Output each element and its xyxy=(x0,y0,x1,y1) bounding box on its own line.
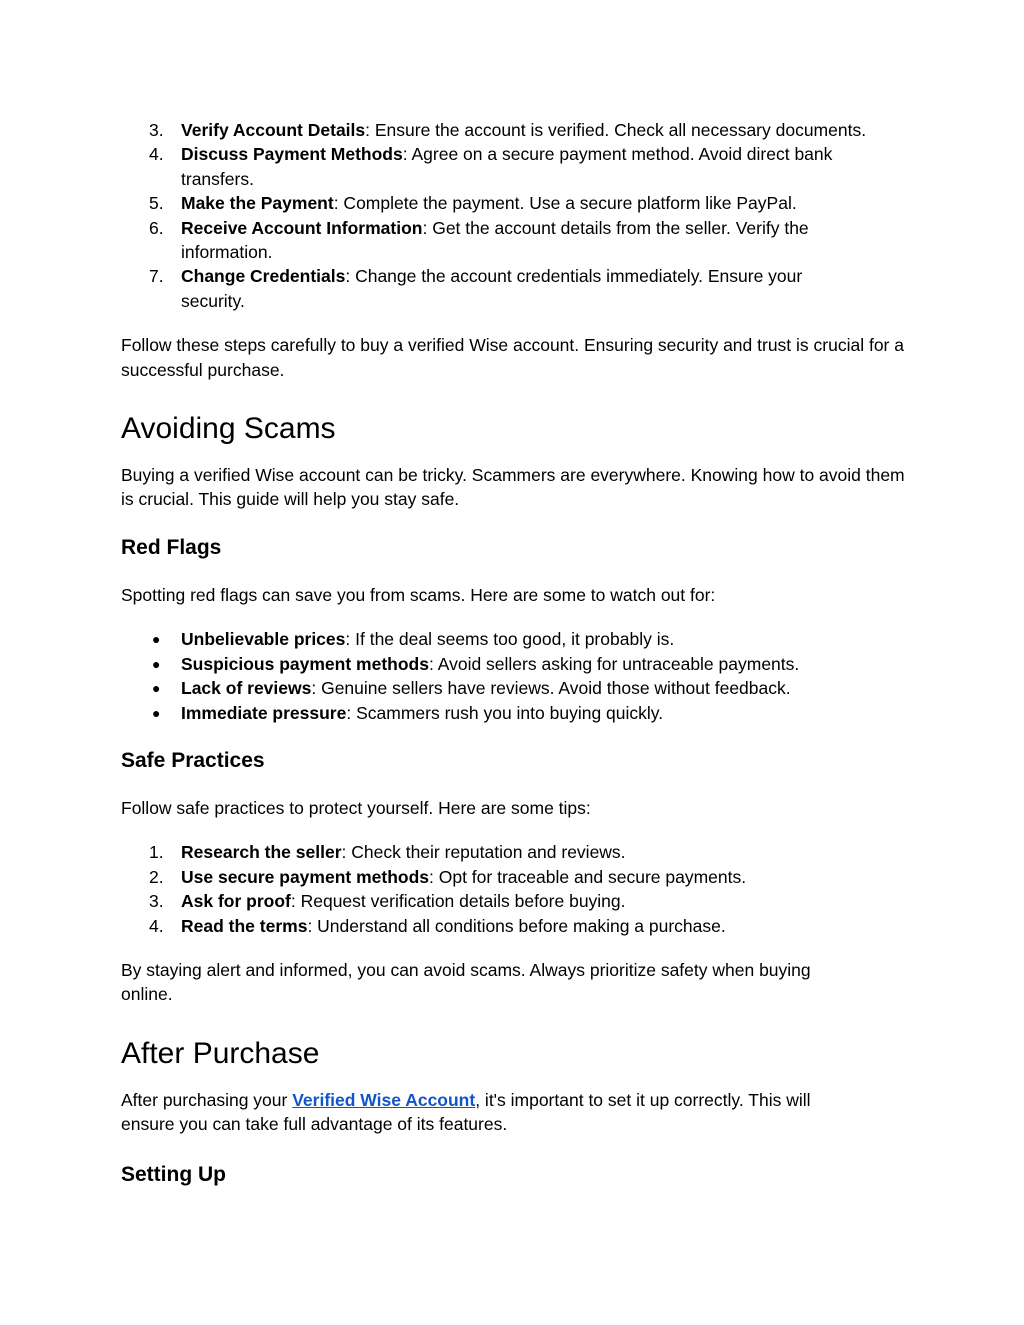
list-text: : Scammers rush you into buying quickly. xyxy=(346,702,664,723)
avoiding-scams-intro: Buying a verified Wise account can be tricky. Scammers are everywhere. Knowing how to avoid them is crucial. This guide will help you stay safe. xyxy=(121,465,905,510)
list-text: : Check their reputation and reviews. xyxy=(341,842,626,863)
list-number: 1. xyxy=(149,842,164,863)
list-term: Read the terms xyxy=(181,915,308,936)
list-item xyxy=(121,889,911,913)
steps-list xyxy=(121,118,911,313)
list-text: : Avoid sellers asking for untraceable payments. xyxy=(428,653,800,674)
bullet-icon: ● xyxy=(152,680,161,697)
bullet-icon: ● xyxy=(152,655,161,672)
list-item xyxy=(121,914,911,938)
bullet-icon: ● xyxy=(152,631,161,648)
heading-setting-up: Setting Up xyxy=(121,1162,226,1186)
list-item xyxy=(121,142,911,191)
list-term: Use secure payment methods xyxy=(181,866,430,887)
safe-practices-conclusion: By staying alert and informed, you can avoid scams. Always prioritize safety when buying online. xyxy=(121,959,811,1005)
list-term: Make the Payment xyxy=(181,193,334,214)
list-number: 7. xyxy=(149,266,164,287)
list-term: Unbelievable prices xyxy=(181,629,346,650)
list-item xyxy=(121,264,911,313)
list-number: 2. xyxy=(149,866,164,887)
list-text: : Complete the payment. Use a secure platform like PayPal. xyxy=(333,193,797,214)
heading-avoiding-scams: Avoiding Scams xyxy=(121,412,336,446)
list-item xyxy=(121,840,911,864)
list-term: Lack of reviews xyxy=(181,678,312,699)
steps-conclusion: Follow these steps carefully to buy a verified Wise account. Ensuring security and trust is crucial for a successful purchase. xyxy=(121,335,904,380)
list-text: : Ensure the account is verified. Check all necessary documents. xyxy=(365,120,867,140)
list-term: Discuss Payment Methods xyxy=(181,144,403,165)
list-number: 5. xyxy=(149,193,164,214)
list-term: Verify Account Details xyxy=(181,120,366,140)
bullet-icon: ● xyxy=(152,704,161,721)
list-number: 4. xyxy=(149,915,164,936)
heading-after-purchase: After Purchase xyxy=(121,1036,320,1070)
heading-red-flags: Red Flags xyxy=(121,535,222,559)
list-item xyxy=(121,701,911,725)
list-item xyxy=(121,627,911,651)
safe-practices-list xyxy=(121,840,911,938)
after-purchase-intro xyxy=(121,1088,911,1137)
list-text: : Agree on a secure payment method. Avoid direct bank transfers. xyxy=(181,144,833,189)
list-text: : Genuine sellers have reviews. Avoid those without feedback. xyxy=(311,678,791,699)
list-number: 3. xyxy=(149,891,164,912)
list-text: : Opt for traceable and secure payments. xyxy=(429,866,747,887)
list-item xyxy=(121,865,911,889)
heading-safe-practices: Safe Practices xyxy=(121,748,265,772)
list-item xyxy=(121,216,911,265)
list-term: Change Credentials xyxy=(181,266,346,287)
list-term: Research the seller xyxy=(181,842,342,863)
list-text: : Get the account details from the seller. Verify the information. xyxy=(181,217,809,263)
list-term: Immediate pressure xyxy=(181,702,347,723)
list-number: 4. xyxy=(149,144,164,165)
intro-text-after: , it's important to set it up correctly. This will ensure you can take full advantage of its features. xyxy=(121,1089,811,1135)
list-term: Ask for proof xyxy=(181,891,291,912)
red-flags-intro: Spotting red flags can save you from scams. Here are some to watch out for: xyxy=(121,584,716,605)
verified-wise-account-link[interactable]: Verified Wise Account xyxy=(292,1089,476,1110)
safe-practices-intro: Follow safe practices to protect yourself. Here are some tips: xyxy=(121,797,591,818)
list-text: : If the deal seems too good, it probably is. xyxy=(345,629,675,650)
list-text: : Change the account credentials immediately. Ensure your security. xyxy=(181,266,803,311)
list-number: 6. xyxy=(149,217,164,238)
list-text: : Understand all conditions before making a purchase. xyxy=(307,915,726,936)
list-item xyxy=(121,676,911,700)
list-item xyxy=(121,118,911,142)
list-term: Receive Account Information xyxy=(181,217,423,238)
red-flags-list xyxy=(121,627,911,725)
document-content xyxy=(121,118,911,1189)
list-text: : Request verification details before buying. xyxy=(290,891,626,912)
intro-text-before: After purchasing your xyxy=(121,1089,293,1110)
list-item xyxy=(121,652,911,676)
list-item xyxy=(121,191,911,215)
list-term: Suspicious payment methods xyxy=(181,653,429,674)
list-number: 3. xyxy=(149,120,164,140)
